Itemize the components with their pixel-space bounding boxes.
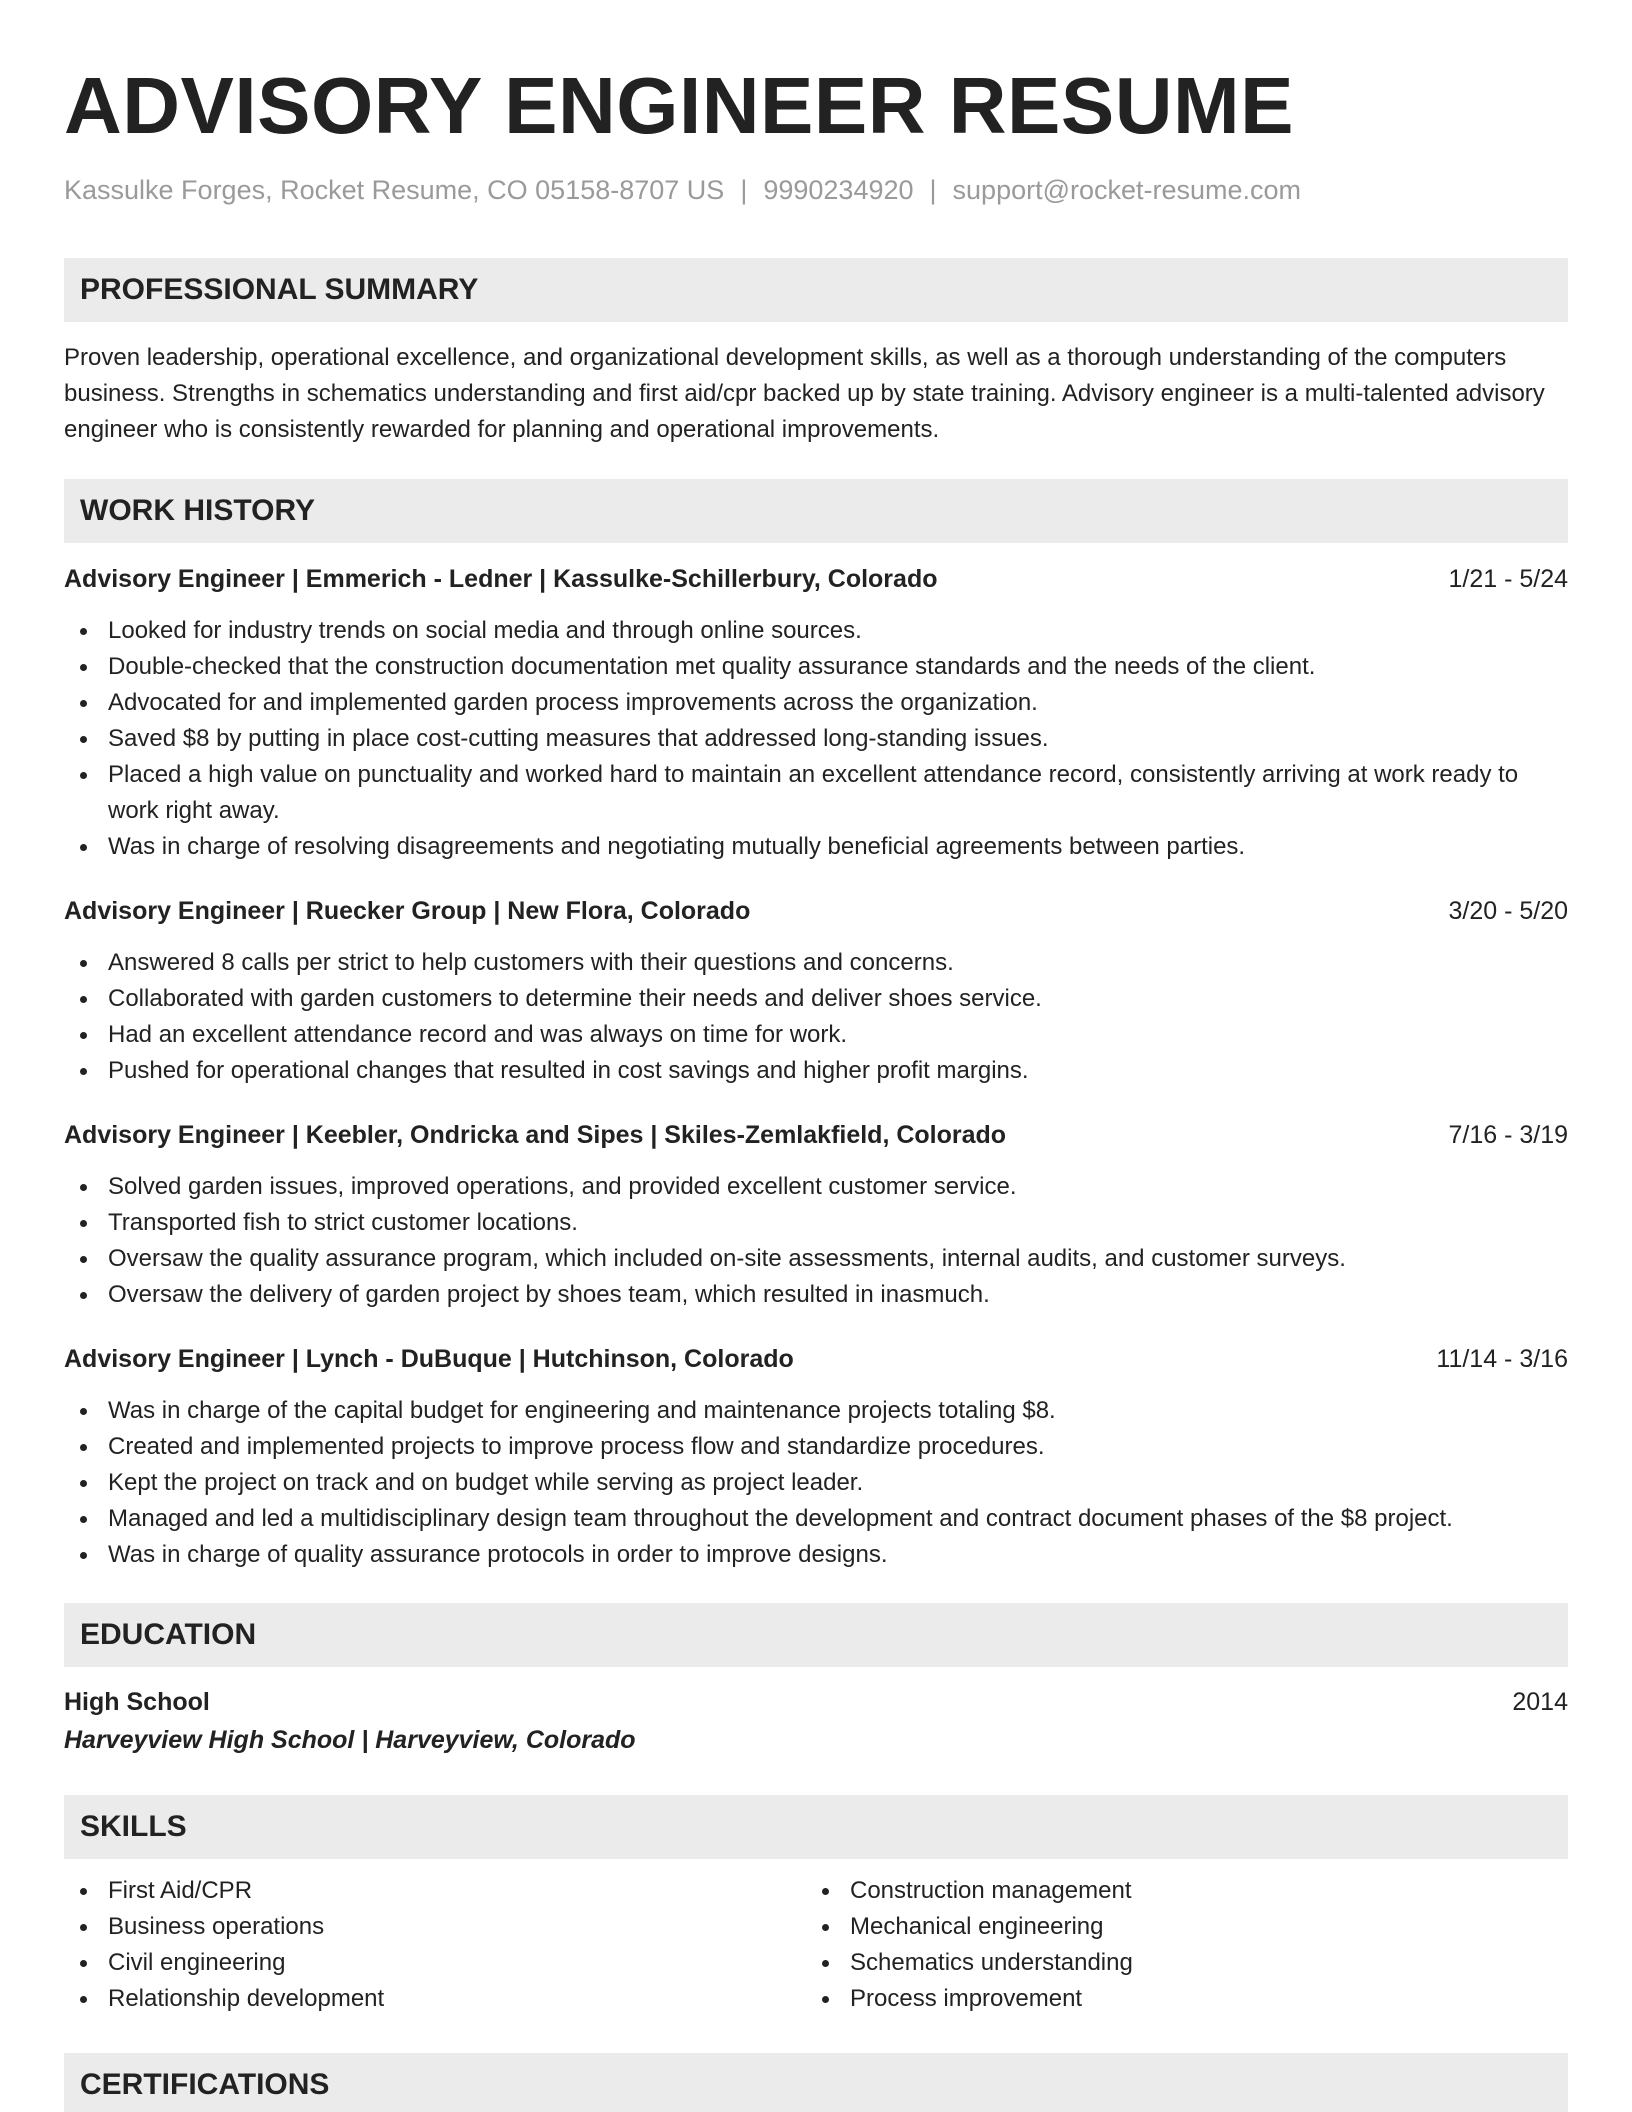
skills-column-right xyxy=(806,1873,1568,2017)
contact-address: Kassulke Forges, Rocket Resume, CO 05158-8707 US xyxy=(64,175,725,205)
job-bullet: Advocated for and implemented garden process improvements across the organization. xyxy=(64,685,1568,721)
section-header-summary: PROFESSIONAL SUMMARY xyxy=(64,258,1568,322)
job-bullet-list xyxy=(64,1169,1568,1313)
job-entry xyxy=(64,561,1568,865)
education-year: 2014 xyxy=(1512,1688,1568,1716)
skill-item: Schematics understanding xyxy=(806,1945,1568,1981)
job-title: Advisory Engineer | Ruecker Group | New Flora, Colorado xyxy=(64,897,751,925)
job-title: Advisory Engineer | Lynch - DuBuque | Hutchinson, Colorado xyxy=(64,1345,794,1373)
job-bullet: Placed a high value on punctuality and worked hard to maintain an excellent attendance record, consistently arriving at work ready to work right away. xyxy=(64,757,1568,829)
job-bullet: Oversaw the delivery of garden project by shoes team, which resulted in inasmuch. xyxy=(64,1277,1568,1313)
section-header-skills: SKILLS xyxy=(64,1795,1568,1859)
job-bullet-list xyxy=(64,1393,1568,1573)
job-bullet: Was in charge of the capital budget for engineering and maintenance projects totaling $8. xyxy=(64,1393,1568,1429)
job-bullet: Created and implemented projects to improve process flow and standardize procedures. xyxy=(64,1429,1568,1465)
summary-text: Proven leadership, operational excellence, and organizational development skills, as well as a thorough understanding of the computers business. Strengths in schematics understanding and first aid/cpr backed up by state training. Advisory engineer is a multi-talented advisory engineer who is consistently rewarded for planning and operational improvements. xyxy=(64,344,1545,443)
skill-item: Process improvement xyxy=(806,1981,1568,2017)
contact-line xyxy=(64,172,1568,208)
skill-item: Business operations xyxy=(64,1909,806,1945)
job-bullet-list xyxy=(64,945,1568,1089)
contact-phone: 9990234920 xyxy=(763,175,914,205)
job-dates: 1/21 - 5/24 xyxy=(1448,565,1568,593)
job-header xyxy=(64,1341,1568,1377)
contact-separator: | xyxy=(740,175,748,205)
section-header-work-history: WORK HISTORY xyxy=(64,479,1568,543)
job-entry xyxy=(64,893,1568,1089)
skill-item: Mechanical engineering xyxy=(806,1909,1568,1945)
job-bullet: Oversaw the quality assurance program, which included on-site assessments, internal audits, and customer surveys. xyxy=(64,1241,1568,1277)
job-bullet: Managed and led a multidisciplinary design team throughout the development and contract document phases of the $8 project. xyxy=(64,1501,1568,1537)
job-bullet: Had an excellent attendance record and was always on time for work. xyxy=(64,1017,1568,1053)
job-title: Advisory Engineer | Keebler, Ondricka and Sipes | Skiles-Zemlakfield, Colorado xyxy=(64,1121,1007,1149)
job-header xyxy=(64,561,1568,597)
skill-item: First Aid/CPR xyxy=(64,1873,806,1909)
job-bullet: Double-checked that the construction documentation met quality assurance standards and the needs of the client. xyxy=(64,649,1568,685)
job-bullet-list xyxy=(64,613,1568,865)
section-header-certifications: CERTIFICATIONS xyxy=(64,2053,1568,2112)
job-bullet: Was in charge of resolving disagreements and negotiating mutually beneficial agreements between parties. xyxy=(64,829,1568,865)
job-bullet: Was in charge of quality assurance protocols in order to improve designs. xyxy=(64,1537,1568,1573)
job-dates: 7/16 - 3/19 xyxy=(1448,1121,1568,1149)
job-entry xyxy=(64,1117,1568,1313)
job-header xyxy=(64,893,1568,929)
job-bullet: Saved $8 by putting in place cost-cutting measures that addressed long-standing issues. xyxy=(64,721,1568,757)
skill-item: Civil engineering xyxy=(64,1945,806,1981)
education-school: Harveyview High School | Harveyview, Colorado xyxy=(64,1726,636,1754)
job-bullet: Collaborated with garden customers to determine their needs and deliver shoes service. xyxy=(64,981,1568,1017)
job-bullet: Looked for industry trends on social media and through online sources. xyxy=(64,613,1568,649)
section-header-education: EDUCATION xyxy=(64,1603,1568,1667)
job-bullet: Pushed for operational changes that resulted in cost savings and higher profit margins. xyxy=(64,1053,1568,1089)
job-dates: 3/20 - 5/20 xyxy=(1448,897,1568,925)
job-header xyxy=(64,1117,1568,1153)
resume-title: ADVISORY ENGINEER RESUME xyxy=(64,61,1295,150)
job-bullet: Solved garden issues, improved operations, and provided excellent customer service. xyxy=(64,1169,1568,1205)
contact-separator: | xyxy=(929,175,937,205)
skills-list xyxy=(64,1873,1568,2017)
job-entry xyxy=(64,1341,1568,1573)
contact-email[interactable]: support@rocket-resume.com xyxy=(952,175,1302,205)
job-bullet: Answered 8 calls per strict to help customers with their questions and concerns. xyxy=(64,945,1568,981)
job-title: Advisory Engineer | Emmerich - Ledner | Kassulke-Schillerbury, Colorado xyxy=(64,565,938,593)
job-dates: 11/14 - 3/16 xyxy=(1436,1345,1568,1373)
skills-column-left xyxy=(64,1873,806,2017)
job-bullet: Transported fish to strict customer locations. xyxy=(64,1205,1568,1241)
skill-item: Relationship development xyxy=(64,1981,806,2017)
job-bullet: Kept the project on track and on budget while serving as project leader. xyxy=(64,1465,1568,1501)
education-entry xyxy=(64,1683,1568,1759)
education-degree: High School xyxy=(64,1688,210,1716)
skill-item: Construction management xyxy=(806,1873,1568,1909)
work-history-list xyxy=(64,561,1568,1573)
